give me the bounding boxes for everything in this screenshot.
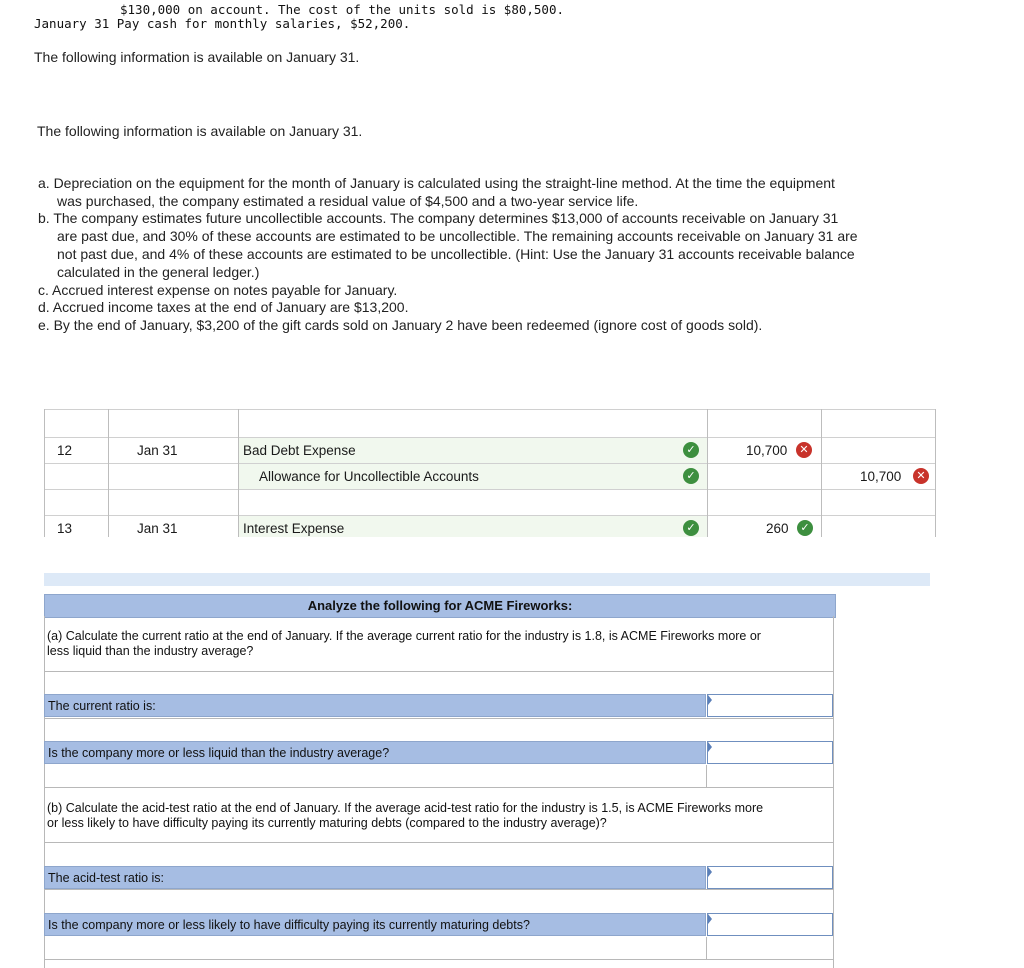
question-b-line-2: or less likely to have difficulty paying its currently maturing debts (compared to the industry average)? (47, 816, 607, 830)
analyze-header: Analyze the following for ACME Fireworks: (44, 594, 836, 618)
difficulty-question-label: Is the company more or less likely to have difficulty paying its currently maturing debts? (44, 913, 706, 936)
item-a-line-1: a. Depreciation on the equipment for the month of January is calculated using the straight-line method. At the time the equipment (38, 175, 835, 191)
account-allowance-uncollectible[interactable]: Allowance for Uncollectible Accounts (259, 469, 479, 484)
error-icon: ✕ (796, 442, 812, 458)
item-c: c. Accrued interest expense on notes payable for January. (38, 282, 398, 298)
debit-amount[interactable]: 260 (766, 521, 789, 536)
section-divider-bar (44, 573, 930, 586)
question-a-line-2: less liquid than the industry average? (47, 644, 254, 658)
item-b-line-4: calculated in the general ledger.) (57, 264, 260, 280)
check-icon: ✓ (683, 468, 699, 484)
entry-date: Jan 31 (137, 521, 178, 536)
liquid-question-label: Is the company more or less liquid than the industry average? (44, 741, 706, 764)
question-b-line-1: (b) Calculate the acid-test ratio at the end of January. If the average acid-test ratio for the industry is 1.5, is ACME Fireworks more (47, 801, 764, 815)
difficulty-answer-input[interactable] (707, 913, 833, 936)
current-ratio-input[interactable] (707, 694, 833, 717)
entry-number: 12 (57, 443, 73, 458)
item-b-line-3: not past due, and 4% of these accounts are estimated to be uncollectible. (Hint: Use the January 31 accounts receivable balance (57, 246, 855, 262)
info-heading-1: The following information is available on January 31. (34, 49, 360, 65)
item-b-line-1: b. The company estimates future uncollectible accounts. The company determines $13,000 of accounts receivable on January 31 (38, 210, 839, 226)
item-b-line-2: are past due, and 30% of these accounts are estimated to be uncollectible. The remaining accounts receivable on January 31 are (57, 228, 858, 244)
item-d: d. Accrued income taxes at the end of January are $13,200. (38, 299, 409, 315)
check-icon: ✓ (683, 442, 699, 458)
acid-test-ratio-label: The acid-test ratio is: (44, 866, 706, 889)
debit-amount[interactable]: 10,700 (746, 443, 788, 458)
account-interest-expense[interactable]: Interest Expense (243, 521, 345, 536)
account-bad-debt-expense[interactable]: Bad Debt Expense (243, 443, 356, 458)
entry-number: 13 (57, 521, 73, 536)
journal-table (44, 409, 936, 537)
item-e: e. By the end of January, $3,200 of the gift cards sold on January 2 have been redeemed (ignore cost of goods sold). (38, 317, 763, 333)
current-ratio-label: The current ratio is: (44, 694, 706, 717)
problem-line-2: January 31 Pay cash for monthly salaries, $52,200. (34, 16, 411, 31)
liquid-answer-input[interactable] (707, 741, 833, 764)
credit-amount[interactable]: 10,700 (860, 469, 902, 484)
info-heading-2: The following information is available on January 31. (37, 123, 363, 139)
check-icon: ✓ (797, 520, 813, 536)
problem-line-1: $130,000 on account. The cost of the units sold is $80,500. (120, 2, 565, 17)
check-icon: ✓ (683, 520, 699, 536)
question-b-text (47, 801, 832, 831)
item-a-line-2: was purchased, the company estimated a residual value of $4,500 and a two-year service life. (57, 193, 639, 209)
acid-test-ratio-input[interactable] (707, 866, 833, 889)
question-a-text (47, 629, 832, 659)
entry-date: Jan 31 (137, 443, 178, 458)
error-icon: ✕ (913, 468, 929, 484)
question-a-line-1: (a) Calculate the current ratio at the end of January. If the average current ratio for the industry is 1.8, is ACME Fireworks more or (47, 629, 761, 643)
